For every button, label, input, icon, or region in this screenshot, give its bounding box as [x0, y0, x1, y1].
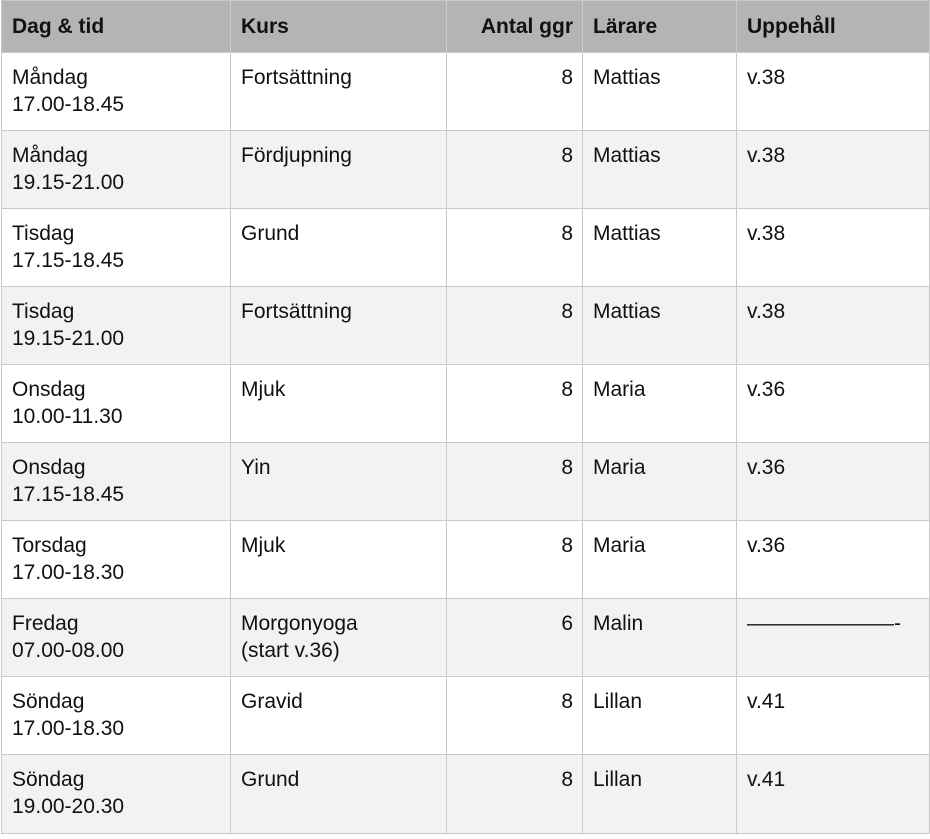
cell-break: v.36	[737, 443, 930, 521]
cell-count: 8	[447, 677, 583, 755]
day-label: Söndag	[12, 690, 85, 713]
cell-break: v.41	[737, 677, 930, 755]
table-row	[2, 365, 930, 443]
time-label: 17.00-18.45	[12, 93, 125, 116]
cell-day-time	[2, 131, 231, 209]
day-label: Tisdag	[12, 300, 75, 323]
cell-break: v.38	[737, 131, 930, 209]
cell-count: 6	[447, 599, 583, 677]
cell-break: v.38	[737, 53, 930, 131]
time-label: 10.00-11.30	[12, 405, 123, 428]
cell-course	[231, 521, 447, 599]
cell-day-time	[2, 521, 231, 599]
cell-day-time	[2, 677, 231, 755]
table-row	[2, 131, 930, 209]
cell-break: v.38	[737, 209, 930, 287]
time-label: 17.00-18.30	[12, 717, 125, 740]
table-header-row	[2, 1, 930, 53]
day-label: Måndag	[12, 66, 88, 89]
header-count: Antal ggr	[447, 1, 583, 53]
cell-course	[231, 287, 447, 365]
course-label: Gravid	[241, 690, 303, 713]
course-label: Fördjupning	[241, 144, 352, 167]
course-label: Mjuk	[241, 534, 286, 557]
cell-teacher: Maria	[583, 365, 737, 443]
time-label: 17.00-18.30	[12, 561, 125, 584]
table-row	[2, 443, 930, 521]
time-label: 17.15-18.45	[12, 249, 125, 272]
cell-teacher: Maria	[583, 521, 737, 599]
header-day-time: Dag & tid	[2, 1, 231, 53]
cell-course	[231, 599, 447, 677]
cell-count: 8	[447, 443, 583, 521]
course-label: Mjuk	[241, 378, 286, 401]
cell-break: v.36	[737, 365, 930, 443]
cell-course	[231, 677, 447, 755]
cell-day-time	[2, 365, 231, 443]
day-label: Tisdag	[12, 222, 75, 245]
time-label: 07.00-08.00	[12, 639, 125, 662]
cell-break: v.36	[737, 521, 930, 599]
day-label: Onsdag	[12, 378, 86, 401]
table-row	[2, 53, 930, 131]
table-row	[2, 209, 930, 287]
cell-teacher: Mattias	[583, 131, 737, 209]
table-row	[2, 755, 930, 834]
cell-day-time	[2, 287, 231, 365]
time-label: 19.15-21.00	[12, 171, 125, 194]
course-label: Morgonyoga	[241, 612, 358, 635]
cell-day-time	[2, 53, 231, 131]
cell-teacher: Malin	[583, 599, 737, 677]
day-label: Fredag	[12, 612, 79, 635]
table-row	[2, 677, 930, 755]
cell-teacher: Mattias	[583, 287, 737, 365]
cell-course	[231, 131, 447, 209]
day-label: Onsdag	[12, 456, 86, 479]
cell-teacher: Mattias	[583, 53, 737, 131]
cell-break: v.38	[737, 287, 930, 365]
time-label: 19.15-21.00	[12, 327, 125, 350]
day-label: Söndag	[12, 768, 85, 791]
course-label: Grund	[241, 768, 300, 791]
course-note: (start v.36)	[241, 639, 340, 662]
header-teacher: Lärare	[583, 1, 737, 53]
cell-day-time	[2, 599, 231, 677]
cell-teacher: Lillan	[583, 677, 737, 755]
course-label: Grund	[241, 222, 300, 245]
table-row	[2, 287, 930, 365]
course-schedule-table	[1, 0, 930, 834]
cell-teacher: Mattias	[583, 209, 737, 287]
table-row	[2, 599, 930, 677]
time-label: 17.15-18.45	[12, 483, 125, 506]
cell-count: 8	[447, 287, 583, 365]
cell-day-time	[2, 209, 231, 287]
cell-count: 8	[447, 53, 583, 131]
cell-count: 8	[447, 521, 583, 599]
cell-count: 8	[447, 131, 583, 209]
cell-course	[231, 755, 447, 834]
time-label: 19.00-20.30	[12, 795, 125, 818]
header-course: Kurs	[231, 1, 447, 53]
cell-count: 8	[447, 209, 583, 287]
cell-count: 8	[447, 365, 583, 443]
cell-course	[231, 443, 447, 521]
cell-teacher: Maria	[583, 443, 737, 521]
course-label: Fortsättning	[241, 66, 352, 89]
cell-break: v.41	[737, 755, 930, 834]
cell-teacher: Lillan	[583, 755, 737, 834]
cell-day-time	[2, 755, 231, 834]
cell-day-time	[2, 443, 231, 521]
cell-course	[231, 365, 447, 443]
header-break: Uppehåll	[737, 1, 930, 53]
cell-count: 8	[447, 755, 583, 834]
day-label: Torsdag	[12, 534, 87, 557]
cell-course	[231, 209, 447, 287]
course-label: Yin	[241, 456, 271, 479]
cell-break: ———————-	[737, 599, 930, 677]
day-label: Måndag	[12, 144, 88, 167]
cell-course	[231, 53, 447, 131]
course-label: Fortsättning	[241, 300, 352, 323]
table-row	[2, 521, 930, 599]
